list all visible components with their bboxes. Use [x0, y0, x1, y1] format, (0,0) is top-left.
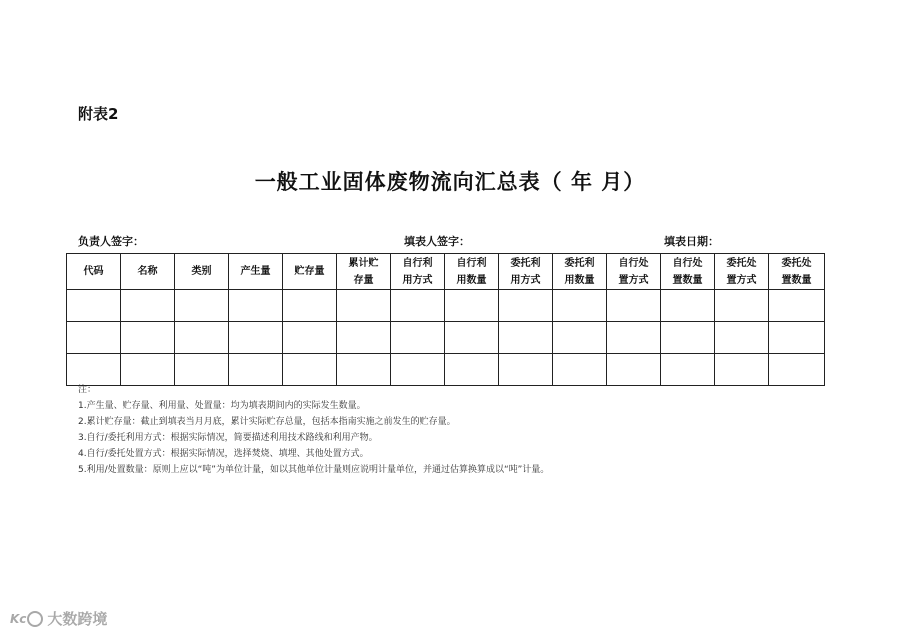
fill-date-label: 填表日期： — [664, 235, 719, 248]
table-cell — [445, 322, 499, 354]
table-cell — [391, 290, 445, 322]
notes-block — [78, 382, 549, 478]
table-cell — [445, 290, 499, 322]
table-cell — [175, 354, 229, 386]
table-cell — [661, 290, 715, 322]
note-item: 2.累计贮存量：截止到填表当月月底，累计实际贮存总量，包括本指南实施之前发生的贮存量。 — [78, 417, 456, 427]
appendix-label: 附表2 — [78, 105, 119, 123]
column-header: 委托利 用数量 — [553, 254, 607, 290]
table-cell — [769, 354, 825, 386]
table-cell — [67, 322, 121, 354]
table-row — [67, 322, 825, 354]
column-header: 自行利 用数量 — [445, 254, 499, 290]
column-header: 累计贮 存量 — [337, 254, 391, 290]
column-header: 名称 — [121, 254, 175, 290]
table-cell — [283, 354, 337, 386]
table-cell — [499, 354, 553, 386]
table-cell — [337, 354, 391, 386]
table-row — [67, 290, 825, 322]
watermark-logo-icon: Kc — [10, 611, 43, 627]
column-header: 自行利 用方式 — [391, 254, 445, 290]
table-cell — [445, 354, 499, 386]
table-cell — [67, 354, 121, 386]
table-cell — [715, 322, 769, 354]
table-cell — [229, 290, 283, 322]
filler-signature-label: 填表人签字： — [404, 235, 470, 248]
column-header: 委托处 置数量 — [769, 254, 825, 290]
column-header: 委托利 用方式 — [499, 254, 553, 290]
column-header: 产生量 — [229, 254, 283, 290]
column-header: 委托处 置方式 — [715, 254, 769, 290]
waste-flow-table — [66, 253, 825, 386]
notes-heading: 注： — [78, 385, 97, 395]
column-header: 贮存量 — [283, 254, 337, 290]
table-cell — [175, 290, 229, 322]
table-cell — [769, 322, 825, 354]
watermark-text: 大数跨境 — [47, 610, 108, 628]
responsible-signature-label: 负责人签字： — [78, 235, 144, 248]
watermark — [10, 608, 107, 629]
table-cell — [229, 322, 283, 354]
table-cell — [229, 354, 283, 386]
table-cell — [661, 322, 715, 354]
table-cell — [553, 290, 607, 322]
column-header: 自行处 置数量 — [661, 254, 715, 290]
note-item: 3.自行/委托利用方式：根据实际情况，简要描述利用技术路线和利用产物。 — [78, 433, 378, 443]
table-cell — [607, 290, 661, 322]
table-body — [67, 290, 825, 386]
table-cell — [553, 322, 607, 354]
table-cell — [499, 290, 553, 322]
note-item: 5.利用/处置数量：原则上应以“吨”为单位计量，如以其他单位计量则应说明计量单位，并通过估算换算成以“吨”计量。 — [78, 465, 550, 475]
table-cell — [715, 354, 769, 386]
table-cell — [283, 290, 337, 322]
table-header-row — [67, 254, 825, 290]
table-cell — [661, 354, 715, 386]
note-item: 1.产生量、贮存量、利用量、处置量：均为填表期间内的实际发生数量。 — [78, 401, 366, 411]
column-header: 代码 — [67, 254, 121, 290]
table-cell — [337, 290, 391, 322]
table-title: 一般工业固体废物流向汇总表（ 年 月） — [254, 170, 646, 194]
column-header: 类别 — [175, 254, 229, 290]
table-cell — [769, 290, 825, 322]
table-cell — [121, 354, 175, 386]
table-cell — [499, 322, 553, 354]
table-cell — [337, 322, 391, 354]
table-cell — [391, 354, 445, 386]
table-cell — [121, 290, 175, 322]
table-cell — [121, 322, 175, 354]
table-row — [67, 354, 825, 386]
table-cell — [553, 354, 607, 386]
table-cell — [175, 322, 229, 354]
table-cell — [607, 322, 661, 354]
table-cell — [67, 290, 121, 322]
table-cell — [283, 322, 337, 354]
table-cell — [715, 290, 769, 322]
column-header: 自行处 置方式 — [607, 254, 661, 290]
table-cell — [607, 354, 661, 386]
table-cell — [391, 322, 445, 354]
note-item: 4.自行/委托处置方式：根据实际情况，选择焚烧、填埋、其他处置方式。 — [78, 449, 369, 459]
